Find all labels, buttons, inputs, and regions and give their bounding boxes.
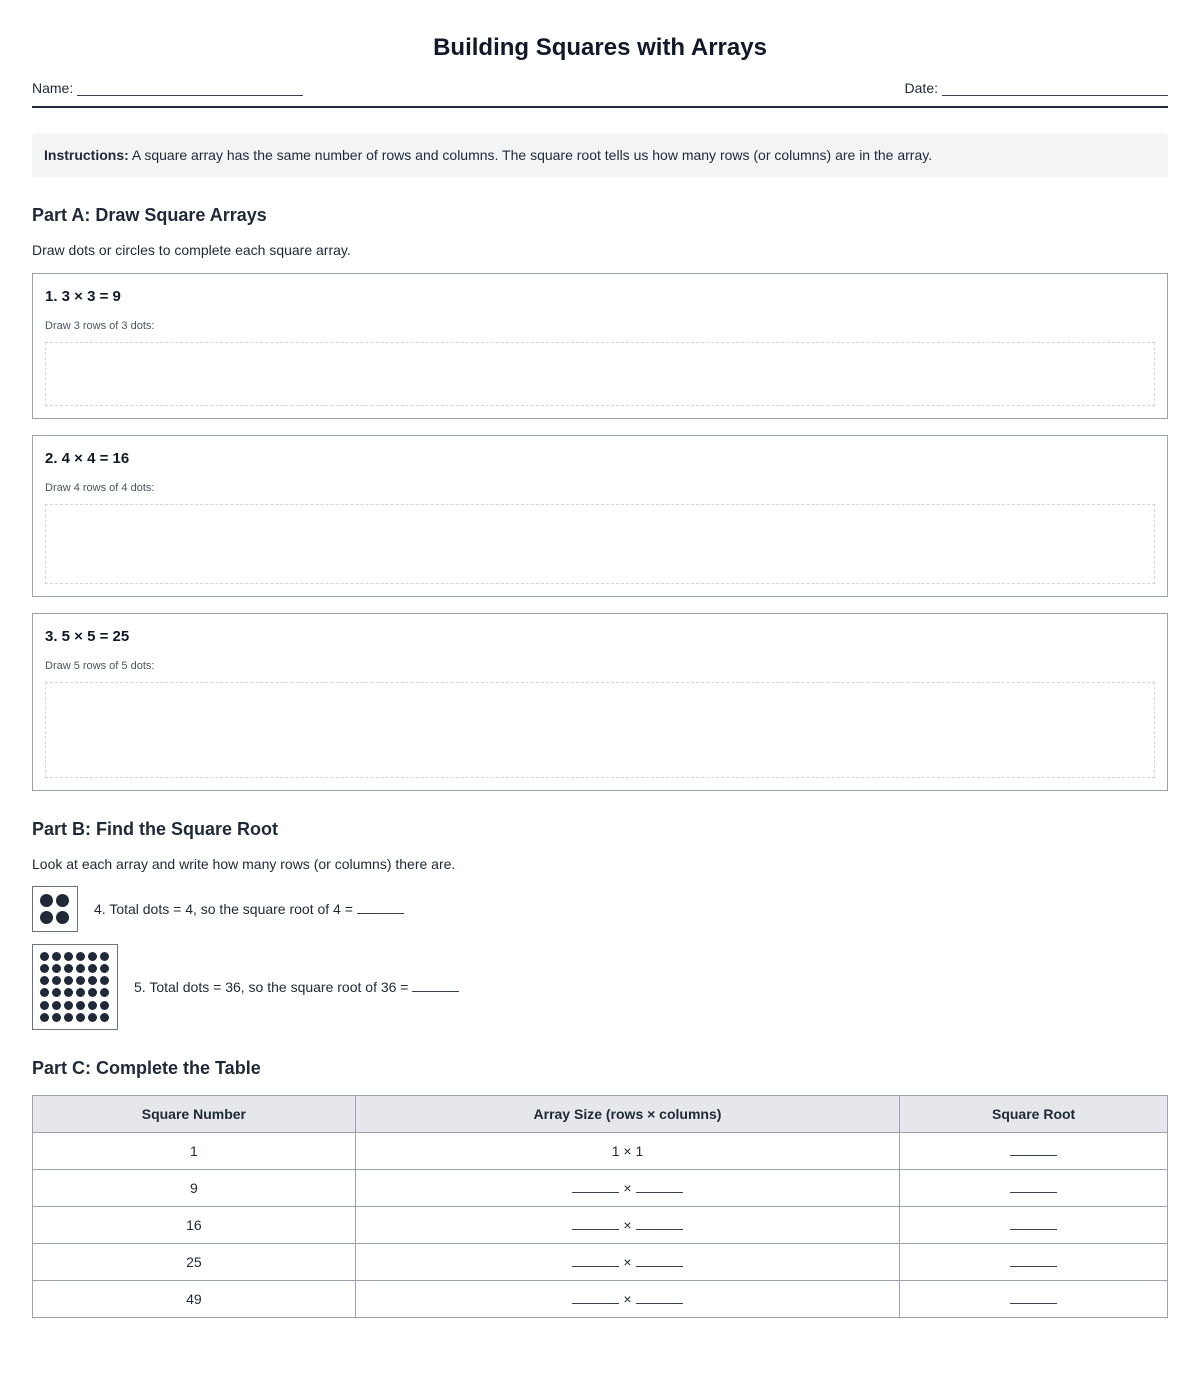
- times-symbol: ×: [623, 1217, 632, 1233]
- rows-blank[interactable]: [572, 1255, 619, 1267]
- array-dot: [76, 964, 85, 973]
- worksheet-title: Building Squares with Arrays: [433, 34, 767, 61]
- square-number-cell: 49: [33, 1281, 356, 1318]
- array-dot: [52, 1001, 61, 1010]
- array-size-cell[interactable]: [355, 1170, 900, 1207]
- square-number-cell: 1: [33, 1133, 356, 1170]
- array-dot: [64, 976, 73, 985]
- array-dot: [100, 964, 109, 973]
- columns-blank[interactable]: [636, 1181, 683, 1193]
- part-a-title: Part A: Draw Square Arrays: [32, 205, 267, 225]
- problem-title: 1. 3 × 3 = 9: [45, 288, 121, 305]
- square-number-cell: 9: [33, 1170, 356, 1207]
- square-number-cell: 16: [33, 1207, 356, 1244]
- array-dot: [52, 988, 61, 997]
- array-size-cell[interactable]: [355, 1244, 900, 1281]
- times-symbol: ×: [623, 1291, 632, 1307]
- array-dot: [52, 964, 61, 973]
- table-row: [33, 1133, 1168, 1170]
- array-question: [94, 901, 404, 917]
- square-root-blank[interactable]: [1010, 1292, 1057, 1304]
- header-square-root: Square Root: [900, 1096, 1168, 1133]
- array-question-row: [32, 944, 1168, 1030]
- array-dot: [40, 952, 49, 961]
- date-input-line[interactable]: [942, 82, 1168, 96]
- array-dot: [100, 952, 109, 961]
- table-row: [33, 1170, 1168, 1207]
- problem-hint: Draw 4 rows of 4 dots:: [45, 482, 155, 494]
- problem-card: [32, 613, 1168, 791]
- instructions-label: Instructions:: [44, 147, 129, 163]
- header-array-size: Array Size (rows × columns): [355, 1096, 900, 1133]
- array-dot: [100, 976, 109, 985]
- array-question-row: [32, 886, 1168, 932]
- array-dot: [40, 964, 49, 973]
- name-date-row: [32, 80, 1168, 108]
- square-root-blank[interactable]: [1010, 1255, 1057, 1267]
- answer-blank[interactable]: [357, 902, 404, 914]
- columns-blank[interactable]: [636, 1292, 683, 1304]
- square-root-cell[interactable]: [900, 1281, 1168, 1318]
- problem-title: 3. 5 × 5 = 25: [45, 628, 130, 645]
- array-size-cell[interactable]: [355, 1281, 900, 1318]
- instructions-text: A square array has the same number of rows and columns. The square root tells us how many rows (or columns) are in the array.: [131, 147, 933, 163]
- problem-card: [32, 273, 1168, 419]
- array-dot: [76, 976, 85, 985]
- array-dot: [56, 911, 69, 924]
- name-field: [32, 80, 303, 96]
- array-dot: [64, 1013, 73, 1022]
- array-question: [134, 979, 459, 995]
- table-header-row: [33, 1096, 1168, 1133]
- array-dot: [100, 988, 109, 997]
- array-size-cell[interactable]: [355, 1207, 900, 1244]
- part-b-description: Look at each array and write how many rows (or columns) there are.: [32, 856, 456, 872]
- problem-hint: Draw 5 rows of 5 dots:: [45, 660, 155, 672]
- square-root-cell[interactable]: [900, 1170, 1168, 1207]
- date-field: [905, 80, 1168, 96]
- square-root-cell[interactable]: [900, 1207, 1168, 1244]
- array-dot: [88, 952, 97, 961]
- array-dot: [76, 988, 85, 997]
- square-root-blank[interactable]: [1010, 1218, 1057, 1230]
- array-dot: [40, 1001, 49, 1010]
- array-dot: [76, 1013, 85, 1022]
- square-table: [32, 1095, 1168, 1318]
- answer-blank[interactable]: [412, 980, 459, 992]
- array-dot: [52, 1013, 61, 1022]
- array-dot: [88, 988, 97, 997]
- array-dot: [100, 1013, 109, 1022]
- rows-blank[interactable]: [572, 1181, 619, 1193]
- times-symbol: ×: [623, 1180, 632, 1196]
- square-number-cell: 25: [33, 1244, 356, 1281]
- array-dot: [76, 1001, 85, 1010]
- array-dot: [40, 894, 53, 907]
- rows-blank[interactable]: [572, 1292, 619, 1304]
- drawing-area[interactable]: [45, 342, 1155, 406]
- array-dot: [56, 894, 69, 907]
- table-body: [33, 1133, 1168, 1318]
- array-dot: [76, 952, 85, 961]
- name-input-line[interactable]: [77, 82, 303, 96]
- problem-card: [32, 435, 1168, 597]
- array-dot: [88, 1001, 97, 1010]
- dot-array-4: [32, 886, 78, 932]
- name-label: Name:: [32, 80, 74, 96]
- square-root-blank[interactable]: [1010, 1144, 1057, 1156]
- array-dot: [88, 976, 97, 985]
- part-c-title: Part C: Complete the Table: [32, 1058, 261, 1078]
- array-dot: [64, 988, 73, 997]
- columns-blank[interactable]: [636, 1255, 683, 1267]
- array-question-text: 4. Total dots = 4, so the square root of 4 =: [94, 901, 357, 917]
- part-b-title: Part B: Find the Square Root: [32, 819, 279, 839]
- date-label: Date:: [904, 80, 938, 96]
- part-a-description: Draw dots or circles to complete each square array.: [32, 242, 351, 258]
- array-dot: [40, 1013, 49, 1022]
- array-dot: [100, 1001, 109, 1010]
- array-dot: [64, 964, 73, 973]
- array-dot: [40, 911, 53, 924]
- problem-title: 2. 4 × 4 = 16: [45, 450, 130, 467]
- table-row: [33, 1281, 1168, 1318]
- table-row: [33, 1244, 1168, 1281]
- dot-array-36: [32, 944, 118, 1030]
- array-dot: [52, 976, 61, 985]
- table-row: [33, 1207, 1168, 1244]
- rows-blank[interactable]: [572, 1218, 619, 1230]
- array-dot: [88, 1013, 97, 1022]
- array-dot: [52, 952, 61, 961]
- square-root-cell[interactable]: [900, 1133, 1168, 1170]
- drawing-area[interactable]: [45, 682, 1155, 778]
- array-dot: [64, 952, 73, 961]
- square-root-blank[interactable]: [1010, 1181, 1057, 1193]
- array-dot: [88, 964, 97, 973]
- array-dot: [40, 976, 49, 985]
- array-dot: [64, 1001, 73, 1010]
- array-question-text: 5. Total dots = 36, so the square root of 36 =: [134, 979, 413, 995]
- columns-blank[interactable]: [636, 1218, 683, 1230]
- problem-hint: Draw 3 rows of 3 dots:: [45, 320, 155, 332]
- array-size-cell: 1 × 1: [355, 1133, 900, 1170]
- instructions-box: [32, 133, 1168, 177]
- square-root-cell[interactable]: [900, 1244, 1168, 1281]
- drawing-area[interactable]: [45, 504, 1155, 584]
- header-square-number: Square Number: [33, 1096, 356, 1133]
- array-dot: [40, 988, 49, 997]
- times-symbol: ×: [623, 1254, 632, 1270]
